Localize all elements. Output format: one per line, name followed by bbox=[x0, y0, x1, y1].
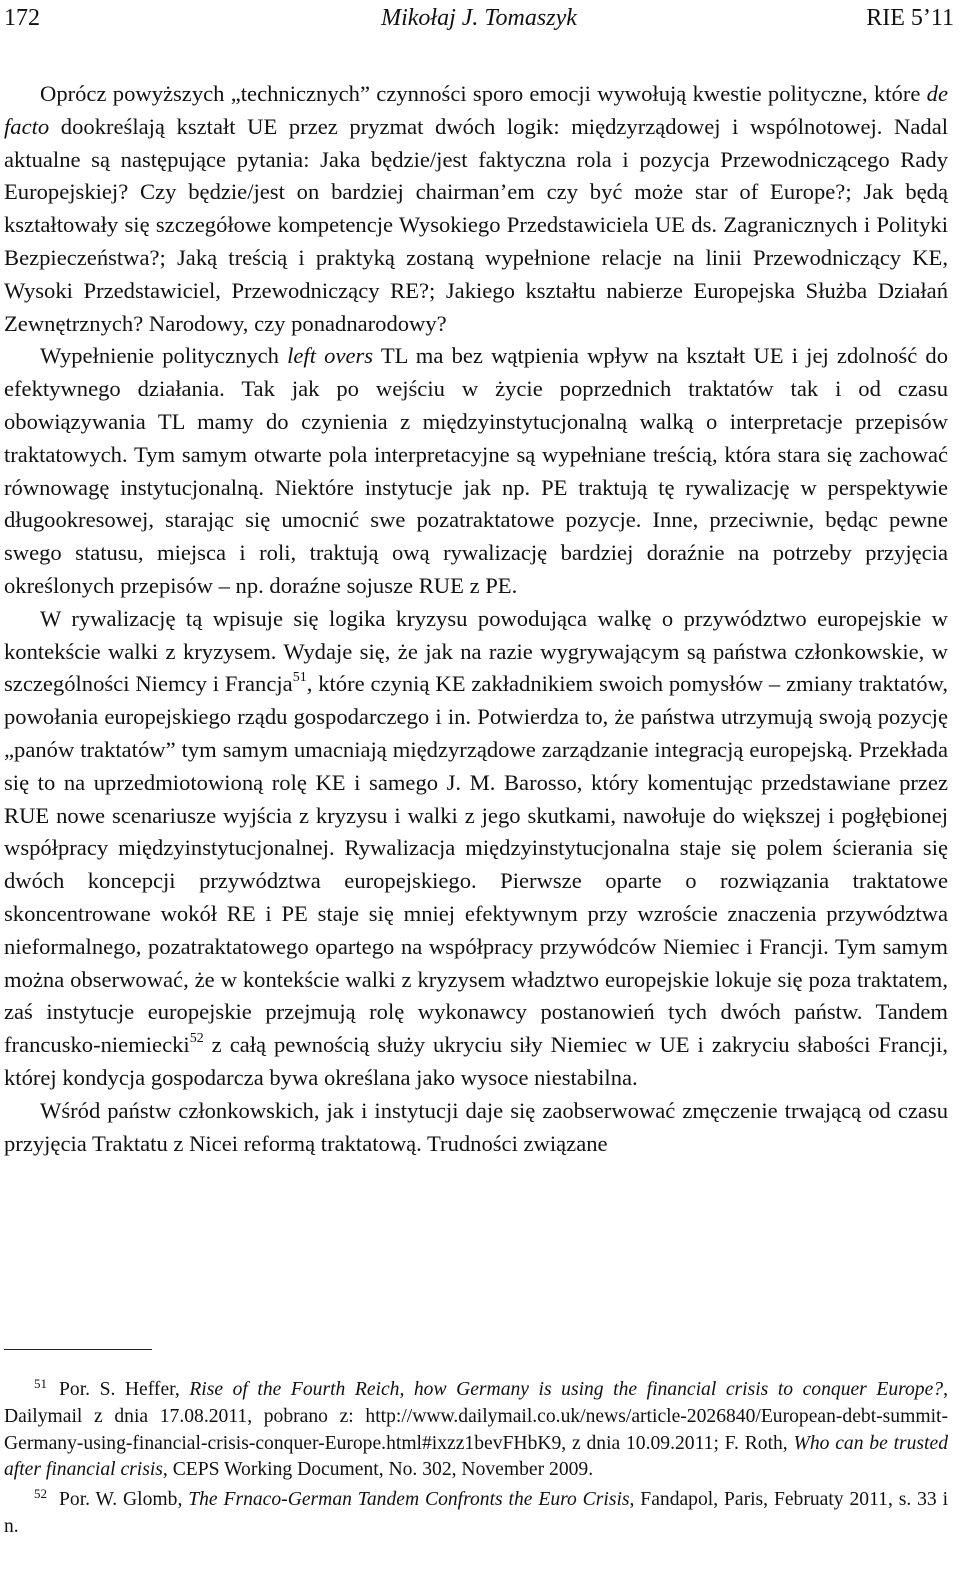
page-number: 172 bbox=[4, 5, 40, 31]
paragraph-text: dookreślają kształt UE przez pryzmat dwóch logik: międzyrządowej i wspólnotowej. Nadal aktualne są następujące pytania: Jaka będzie/jest faktyczna rola i pozycja Przewodniczącego Rady Europejskiej? Czy będzie/jest on bardziej chairman’em czy być może star of Europe?; Jak będą kształtowały się szczegółowe kompetencje Wysokiego Przedstawiciela UE ds. Zagranicznych i Polityki Bezpieczeństwa?; Jaką treścią i praktyką zostaną wypełnione relacje na linii Przewodniczący KE, Wysoki Przedstawiciel, Przewodniczący RE?; Jakiego kształtu nabierze Europejska Służba Działań Zewnętrznych? Narodowy, czy ponadnarodowy? bbox=[4, 113, 948, 336]
footnote-title: Who can be trusted after financial crisis bbox=[4, 1432, 948, 1481]
paragraph-2 bbox=[4, 340, 948, 602]
paragraph-text: Oprócz powyższych „technicznych” czynności sporo emocji wywołują kwestie polityczne, które bbox=[40, 81, 927, 106]
footnotes bbox=[4, 1377, 948, 1544]
footnote-text: , CEPS Working Document, No. 302, November 2009. bbox=[162, 1459, 594, 1481]
footnote-separator bbox=[4, 1349, 152, 1350]
footnote-52 bbox=[4, 1487, 948, 1541]
italic-phrase: de facto bbox=[4, 81, 948, 139]
italic-phrase: left overs bbox=[287, 343, 374, 369]
paragraph-3 bbox=[4, 603, 948, 1095]
paragraph-text: , które czynią KE zakładnikiem swoich pomysłów – zmiany traktatów, powołania europejskiego rządu gospodarczego i in. Potwierdza to, że państwa utrzymują swoją pozycję „panów traktatów” tym samym umacniają międzyrządowe zarządzanie integracją europejską. Przekłada się to na uprzedmiotowioną rolę KE i samego J. M. Barosso, który komentując przedstawiane przez RUE nowe scenariusze wyjścia z kryzysu i walki z jego skutkami, nawołuje do większej i pogłębionej współpracy międzyinstytucjonalnej. Rywalizacja międzyinstytucjonalna staje się polem ścierania się dwóch koncepcji przywództwa europejskiego. Pierwsze oparte o rozwiązania traktatowe skoncentrowane wokół RE i PE staje się mniej efektywnym przy wzroście znaczenia przywództwa nieformalnego, pozatraktatowego opartego na współpracy przywódców Niemiec i Francji. Tym samym można obserwować, że w kontekście walki z kryzysem władztwo europejskie lokuje się poza traktatem, zaś instytucje europejskie przejmują rolę wykonawcy postanowień tych dwóch państw. Tandem francusko-niemiecki bbox=[4, 671, 948, 1058]
paragraph-1 bbox=[4, 78, 948, 340]
paragraph-text: TL ma bez wątpienia wpływ na kształt UE i jej zdolność do efektywnego działania. Tak jak po wejściu w życie poprzednich traktatów tak i od czasu obowiązywania TL mamy do czynienia z międzyinstytucjonalną walką o interpretacje przepisów traktatowych. Tym samym otwarte pola interpretacyjne są wypełniane treścią, która stara się zachować równowagę instytucjonalną. Niektóre instytucje jak np. PE traktują tę rywalizację w perspektywie długookresowej, starając się umocnić swe pozatraktatowe pozycje. Inne, przeciwnie, będąc pewne swego statusu, miejsca i roli, traktują ową rywalizację bardziej doraźnie na potrzeby przyjęcia określonych przepisów – np. doraźne sojusze RUE z PE. bbox=[4, 343, 948, 598]
footnote-title: Rise of the Fourth Reich, how Germany is using the financial crisis to conquer Europe? bbox=[189, 1379, 944, 1400]
paragraph-4: Wśród państw członkowskich, jak i instytucji daje się zaobserwować zmęczenie trwającą od czasu przyjęcia Traktatu z Nicei reformą traktatową. Trudności związane bbox=[4, 1097, 948, 1156]
paragraph-text: Wypełnienie politycznych bbox=[40, 343, 288, 369]
footnote-51 bbox=[4, 1377, 948, 1484]
footnote-ref-51[interactable]: 51 bbox=[292, 670, 307, 686]
footnote-ref-52[interactable]: 52 bbox=[189, 1031, 204, 1047]
footnote-text: , Dailymail z dnia 17.08.2011, pobrano z: http://www.dailymail.co.uk/news/article-2026840/European-debt-summit-Germany-using-financial-crisis-conquer-Europe.html#ixzz1bevFHbK9, z dnia 10.09.2011; F. Roth, bbox=[4, 1379, 949, 1454]
paragraph-text: z całą pewnością służy ukryciu siły Niemiec w UE i zakryciu słabości Francji, której kondycja gospodarcza bywa określana jako wysoce niestabilna. bbox=[4, 1032, 948, 1090]
running-head-author: Mikołaj J. Tomaszyk bbox=[381, 5, 577, 31]
running-head-journal: RIE 5’11 bbox=[866, 5, 954, 31]
footnote-text: Por. W. Glomb, bbox=[59, 1489, 189, 1511]
paragraph-text: W rywalizację tą wpisuje się logika kryzysu powodująca walkę o przywództwo europejskie w kontekście walki z kryzysem. Wydaje się, że jak na razie wygrywającym są państwa członkowskie, w szczególności Niemcy i Francja bbox=[4, 605, 948, 697]
footnote-title: The Frnaco-German Tandem Confronts the Euro Crisis bbox=[188, 1489, 630, 1511]
footnote-text: , Fandapol, Paris, Februaty 2011, s. 33 i n. bbox=[4, 1489, 949, 1537]
footnote-mark: 51 bbox=[34, 1376, 47, 1391]
footnote-mark: 52 bbox=[34, 1486, 47, 1502]
footnote-text: Por. S. Heffer, bbox=[59, 1379, 190, 1400]
running-header bbox=[4, 2, 954, 34]
main-text bbox=[4, 78, 948, 1160]
